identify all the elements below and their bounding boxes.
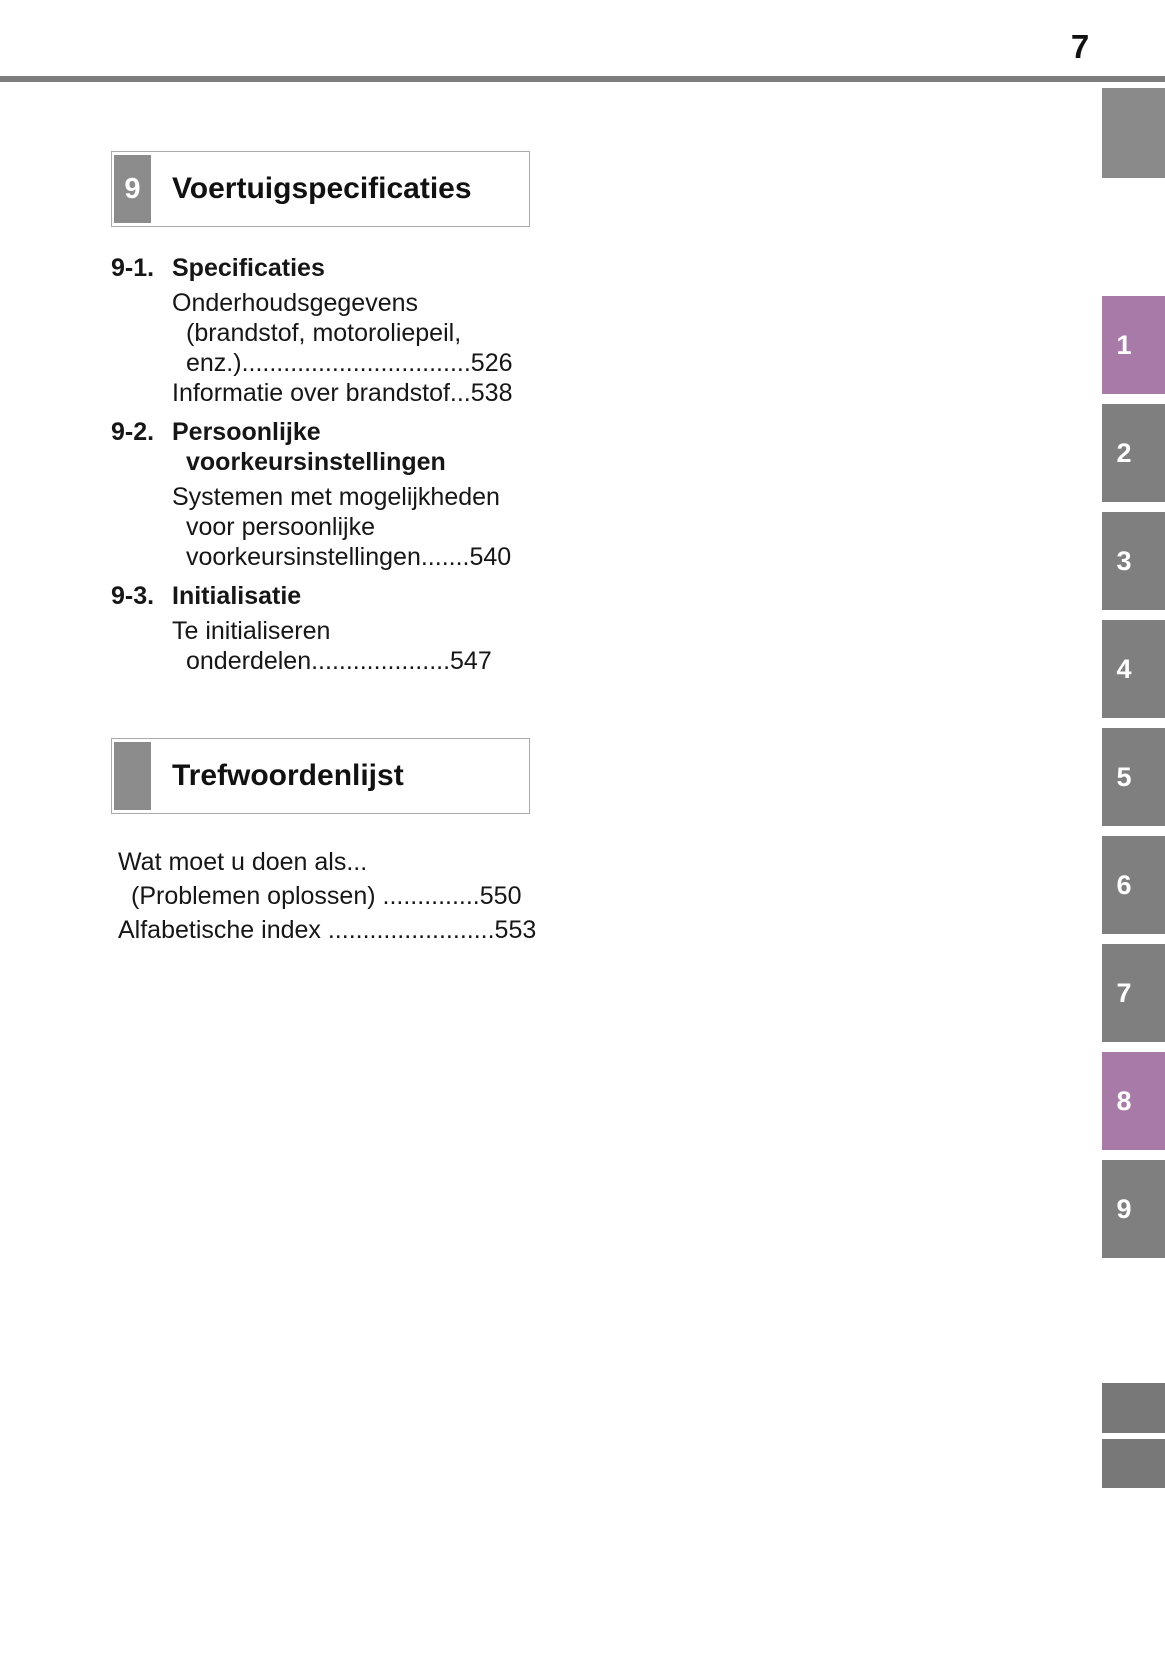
index-tab — [114, 742, 151, 810]
toc-section-title: Initialisatie — [172, 582, 302, 610]
side-tab-label: 1 — [1116, 329, 1132, 360]
toc-line: Te initialiseren — [172, 617, 331, 645]
side-tab-label: 4 — [1116, 653, 1132, 684]
side-tab-label: 3 — [1116, 545, 1132, 576]
chapter-section-box — [111, 151, 530, 227]
index-title: Trefwoordenlijst — [172, 759, 404, 792]
side-tab-9 — [1102, 1160, 1165, 1258]
toc-line — [111, 581, 541, 611]
header-divider — [0, 76, 1165, 82]
side-tab-label: 2 — [1116, 437, 1132, 468]
toc-line — [111, 253, 541, 283]
toc-line: voorkeursinstellingen.......540 — [186, 543, 512, 571]
toc-section-title: Persoonlijke — [172, 418, 321, 446]
toc-section-title: Specificaties — [172, 254, 325, 282]
toc-line: Systemen met mogelijkheden — [172, 483, 500, 511]
side-tab-label: 5 — [1116, 761, 1132, 792]
side-tab-label: 7 — [1116, 977, 1132, 1008]
side-tab-label: 8 — [1116, 1085, 1132, 1116]
chapter-number: 9 — [124, 172, 141, 205]
index-line: Wat moet u doen als... — [118, 848, 368, 876]
toc-section-number: 9-1. — [111, 254, 155, 282]
edge-marker-bottom-1 — [1102, 1383, 1165, 1433]
index-list — [118, 845, 548, 947]
toc-line: voorkeursinstellingen — [186, 448, 446, 476]
toc-section-number: 9-3. — [111, 582, 155, 610]
side-tab-label: 9 — [1116, 1193, 1132, 1224]
toc-line: enz.).................................526 — [186, 349, 513, 377]
chapter-number-tab — [114, 155, 151, 223]
side-tab-1 — [1102, 296, 1165, 394]
toc-line — [111, 417, 541, 447]
index-line: (Problemen oplossen) ..............550 — [131, 882, 522, 910]
page-number: 7 — [1070, 28, 1090, 65]
toc-line: onderdelen....................547 — [186, 647, 492, 675]
toc-list — [111, 253, 541, 676]
side-tab-8 — [1102, 1052, 1165, 1150]
toc-line: (brandstof, motoroliepeil, — [186, 319, 462, 347]
toc-line: Informatie over brandstof...538 — [172, 379, 513, 407]
chapter-title: Voertuigspecificaties — [172, 172, 472, 205]
toc-section-number: 9-2. — [111, 418, 155, 446]
side-tab-4 — [1102, 620, 1165, 718]
toc-line: voor persoonlijke — [186, 513, 375, 541]
index-section-box — [111, 738, 530, 814]
side-tab-2 — [1102, 404, 1165, 502]
edge-marker-top — [1102, 88, 1165, 178]
edge-marker-bottom-2 — [1102, 1439, 1165, 1488]
side-tab-3 — [1102, 512, 1165, 610]
index-line: Alfabetische index ........................553 — [118, 916, 537, 944]
toc-line: Onderhoudsgegevens — [172, 289, 419, 317]
side-tab-label: 6 — [1116, 869, 1132, 900]
side-tab-6 — [1102, 836, 1165, 934]
side-tab-7 — [1102, 944, 1165, 1042]
side-tab-5 — [1102, 728, 1165, 826]
